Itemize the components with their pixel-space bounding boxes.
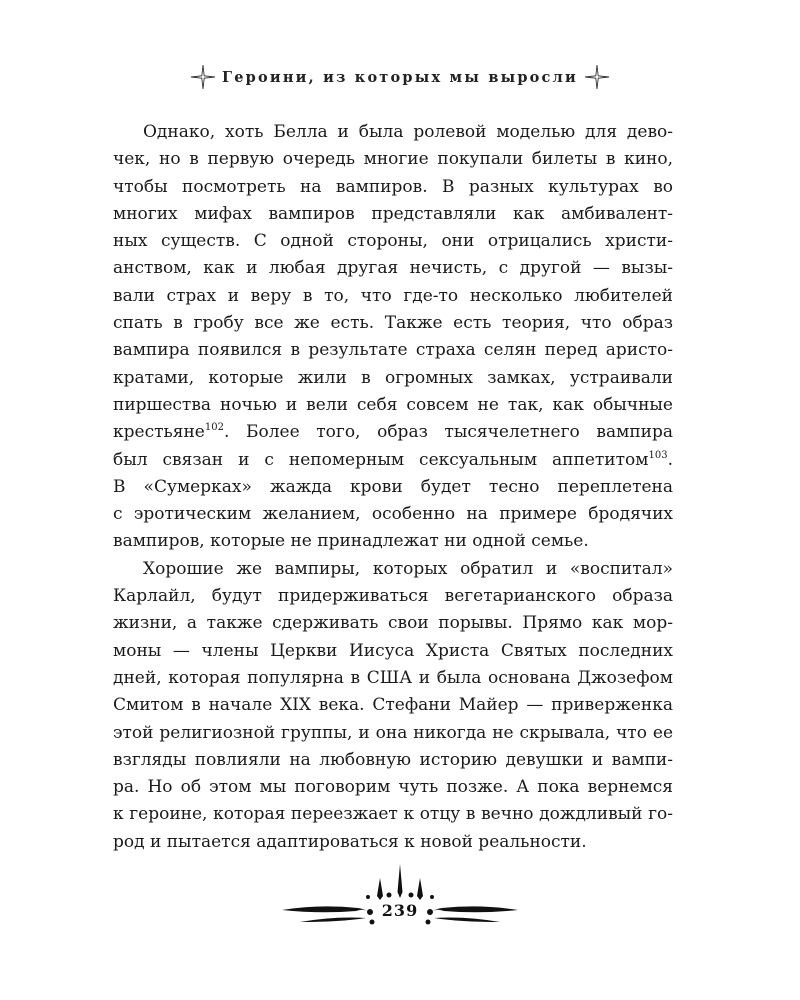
star-ornament-icon (584, 64, 610, 90)
text-line: дней, которая популярна в США и была основана Джозефом (113, 667, 673, 688)
text-line: Карлайл, будут придерживаться вегетарианского образа (113, 586, 673, 607)
text-line: род и пытается адаптироваться к новой реальности. (113, 831, 587, 852)
text-line: спать в гробу все же есть. Также есть теория, что образ (113, 313, 673, 334)
text-line: ных существ. С одной стороны, они отрицались христи- (113, 231, 673, 252)
text-line: моны — члены Церкви Иисуса Христа Святых последних (113, 640, 673, 661)
text-fragment: . Более того, образ тысячелетнего вампира (223, 422, 673, 443)
text-line-with-footnote (113, 419, 673, 446)
text-line: ра. Но об этом мы поговорим чуть позже. А пока вернемся (113, 777, 673, 798)
text-line: вали страх и веру в то, что где-то несколько любителей (113, 285, 673, 306)
text-line: чек, но в первую очередь многие покупали билеты в кино, (113, 149, 673, 170)
text-line: пиршества ночью и вели себя совсем не так, как обычные (113, 394, 673, 415)
text-line: этой религиозной группы, и она никогда не скрывала, что ее (113, 722, 673, 743)
text-line: Хорошие же вампиры, которых обратил и «воспитал» (143, 558, 673, 579)
star-ornament-icon (190, 64, 216, 90)
text-line: с эротическим желанием, особенно на примере бродячих (113, 504, 673, 525)
text-line: вампиров, которые не принадлежат ни одной семье. (113, 531, 589, 552)
text-line-with-footnote (113, 447, 673, 474)
text-line: вампира появился в результате страха селян перед аристо- (113, 340, 673, 361)
text-line: Смитом в начале XIX века. Стефани Майер — приверженка (113, 695, 673, 716)
running-title: Героини, из которых мы выросли (222, 68, 578, 86)
text-line: к героине, которая переезжает к отцу в вечно дождливый го- (113, 804, 673, 825)
text-line: жизни, а также сдерживать свои порывы. Прямо как мор- (113, 613, 673, 634)
text-line: чтобы посмотреть на вампиров. В разных культурах во (113, 176, 673, 197)
body-text (113, 119, 673, 856)
footnote-ref-103[interactable]: 103 (648, 449, 668, 461)
text-line: взгляды повлияли на любовную историю девушки и вампи- (113, 749, 673, 770)
paragraph-2 (113, 556, 673, 856)
text-line: многих мифах вампиров представляли как амбивалент- (113, 203, 673, 224)
page-number: 239 (381, 901, 419, 920)
text-fragment: . (667, 449, 673, 470)
footnote-ref-102[interactable]: 102 (204, 422, 224, 434)
text-fragment: крестьяне (113, 422, 205, 443)
text-line: Однако, хоть Белла и была ролевой моделью для дево- (143, 122, 673, 142)
text-line: кратами, которые жили в огромных замках, устраивали (113, 367, 673, 388)
text-fragment: был связан и с непомерным сексуальным аппетитом (113, 449, 649, 470)
text-line: В «Сумерках» жажда крови будет тесно переплетена (113, 476, 673, 497)
paragraph-1 (113, 119, 673, 556)
text-line: анством, как и любая другая нечисть, с другой — вызы- (113, 258, 673, 279)
running-header (0, 62, 800, 92)
